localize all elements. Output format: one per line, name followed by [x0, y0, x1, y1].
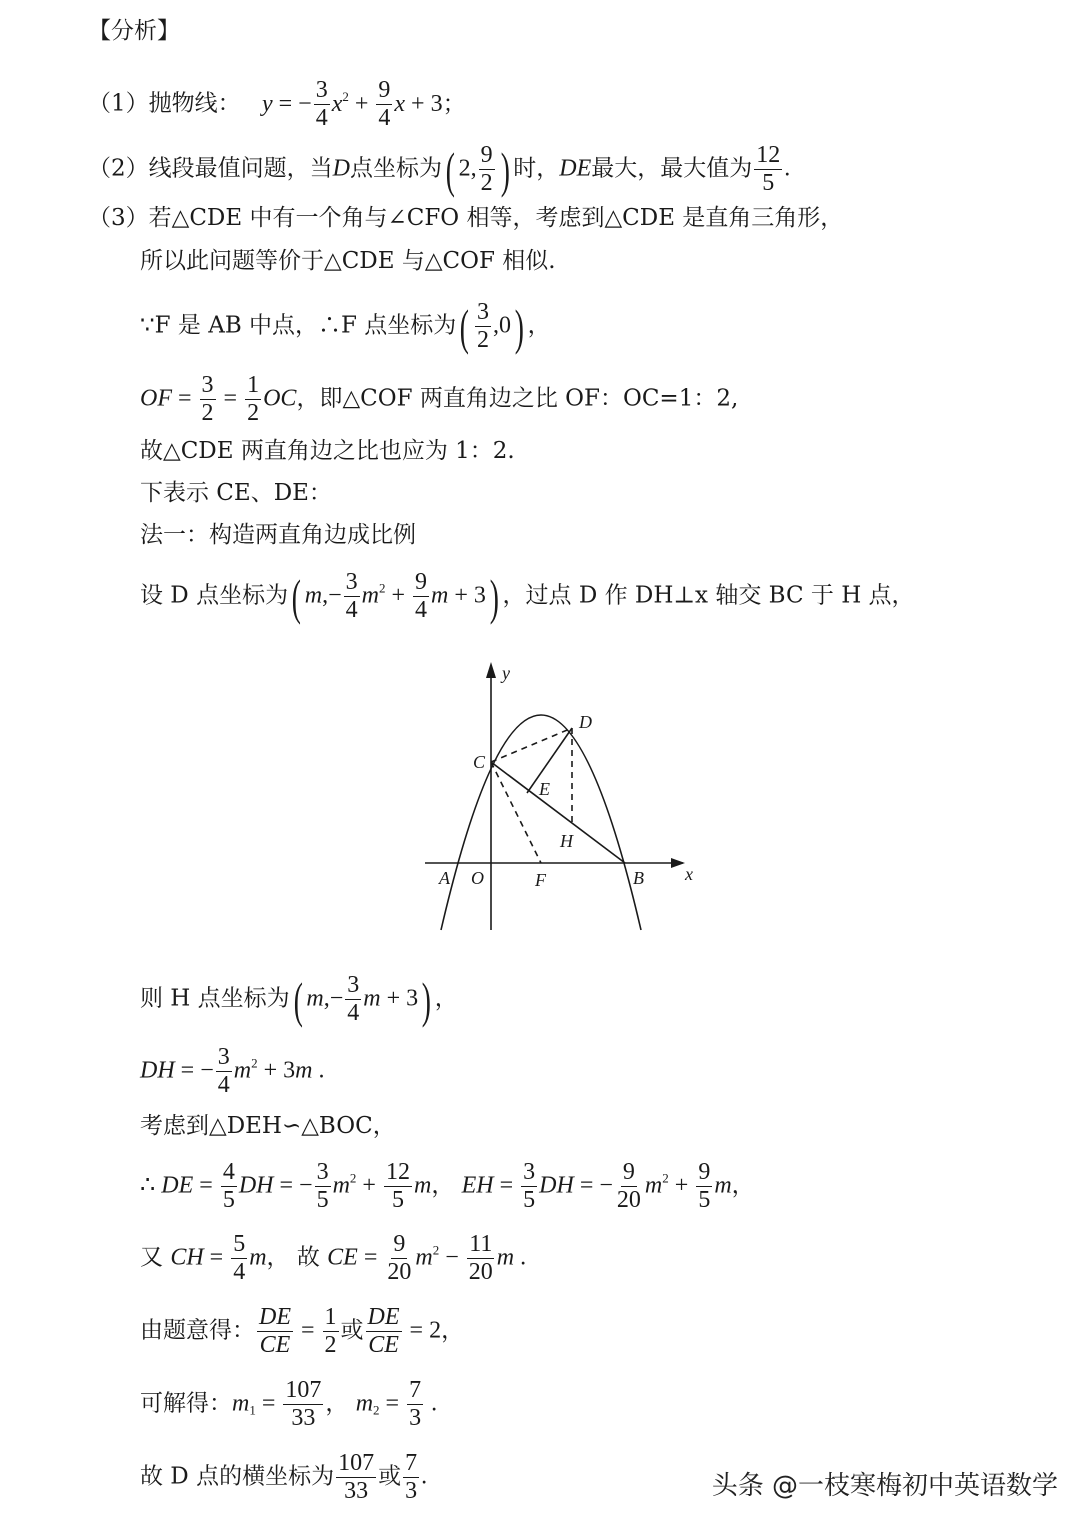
label-b: B	[633, 868, 644, 888]
part3-line7: 法一：构造两直角边成比例	[140, 522, 416, 548]
part3-line1: （3）若△CDE 中有一个角与∠CFO 相等，考虑到△CDE 是直角三角形，	[88, 205, 844, 231]
label-x: x	[685, 864, 693, 884]
label-a: A	[439, 868, 450, 888]
part3-line12: ∴ DE = $\frac{4}{5}$ DH = − $\frac{3}{5}$ $m^2$ + $\frac{12}{5}$ m， EH = $\frac{3}{5}$ DH = − $\frac{9}{20}$ $m^2$ + $\frac{9}{5}$ m，	[140, 1159, 755, 1214]
parabola-figure	[415, 650, 705, 935]
part3-line4: OF = $\frac{3}{2}$ = $\frac{1}{2}$ OC，即△COF 两直角边之比 OF：OC=1：2,	[140, 372, 739, 427]
part1: （1）抛物线： y = − $\frac{3}{4}$ $x^2$ + $\frac{9}{4}$ x + 3；	[88, 77, 466, 132]
x-axis-arrow	[671, 858, 685, 868]
part3-line11: 考虑到△DEH∽△BOC，	[140, 1113, 396, 1139]
label-c: C	[473, 752, 486, 772]
part3-line10: DH = − $\frac{3}{4}$ $m^2 + 3m$ .	[140, 1044, 325, 1099]
watermark: 头条 @一枝寒梅初中英语数学	[711, 1471, 1058, 1501]
part2: （2）线段最值问题，当D点坐标为( 2, $\frac{9}{2}$ ) 时，DE最大，最大值为 $\frac{12}{5}$ .	[88, 141, 791, 198]
label-h: H	[560, 831, 573, 851]
part3-line13: 又 CH = $\frac{5}{4}$ m， 故 CE = $\frac{9}{20}$ $m^2$ − $\frac{11}{20}$ m .	[140, 1231, 527, 1286]
parabola-curve	[441, 715, 641, 930]
label-y: y	[502, 663, 510, 683]
label-d: D	[579, 712, 592, 732]
segment-cf	[491, 762, 541, 863]
part3-line6: 下表示 CE、DE：	[140, 480, 332, 506]
part3-line16: 故 D 点的横坐标为 $\frac{107}{33}$ 或 $\frac{7}{3}$ .	[140, 1450, 428, 1505]
label-e: E	[539, 779, 550, 799]
part3-line14: 由题意得： $\frac{DE}{CE}$ = $\frac{1}{2}$ 或 $\frac{DE}{CE}$ = 2，	[140, 1304, 465, 1359]
part3-line5: 故△CDE 两直角边之比也应为 1：2.	[140, 438, 515, 464]
part3-line9: 则 H 点坐标为( m,− $\frac{3}{4}$ m + 3) ，	[140, 971, 458, 1028]
parabola-equation: y = − $\frac{3}{4}$ $x^2$ + $\frac{9}{4}$ x + 3；	[261, 77, 466, 132]
label-f: F	[535, 870, 546, 890]
part3-line8: 设 D 点坐标为( m,− $\frac{3}{4}$ $m^2$ + $\frac{9}{4}$ m + 3) ，过点 D 作 DH⊥x 轴交 BC 于 H 点，	[140, 568, 915, 625]
part3-line15: 可解得：$m_1$ = $\frac{107}{33}$ ， $m_2$ = $\frac{7}{3}$ .	[140, 1377, 438, 1432]
section-heading: 【分析】	[88, 18, 180, 44]
part3-line3: ∵F 是 AB 中点，∴F 点坐标为( $\frac{3}{2}$ ,0) ，	[140, 298, 551, 355]
label-o: O	[471, 868, 484, 888]
y-axis-arrow	[486, 662, 496, 678]
part3-line2: 所以此问题等价于△CDE 与△COF 相似.	[140, 248, 556, 274]
segment-cb	[491, 762, 625, 863]
